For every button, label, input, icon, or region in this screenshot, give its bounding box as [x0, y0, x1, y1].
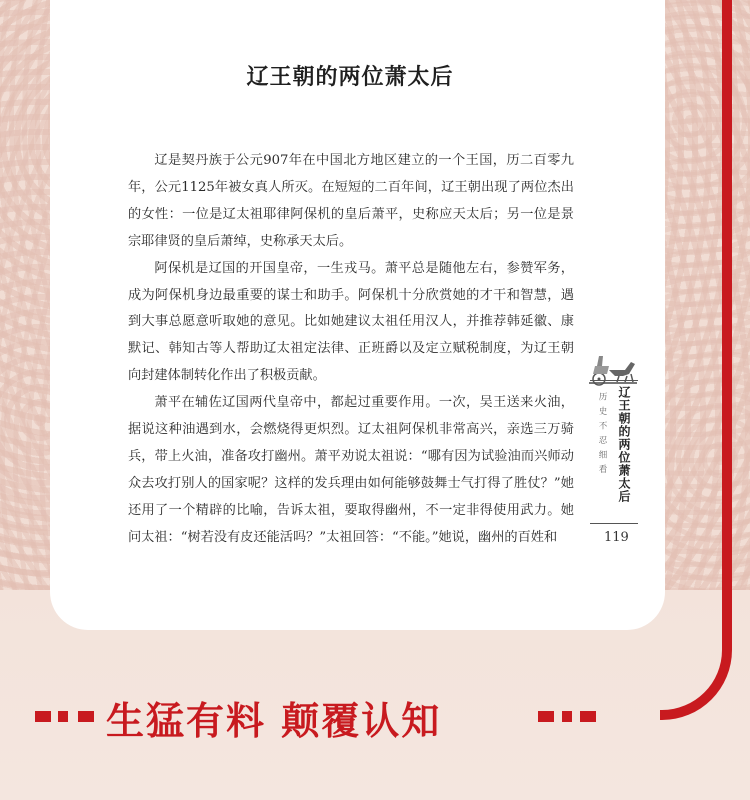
- chapter-title-vertical: 辽王朝的两位萧太后: [617, 386, 631, 503]
- paragraph-1: 辽是契丹族于公元907年在中国北方地区建立的一个王国，历二百零九年，公元1125年被女真人所灭。在短短的二百年间，辽王朝出现了两位杰出的女性：一位是辽太祖耶律阿保机的皇后萧平，史称应天太后；另一位是景宗耶律贤的皇后萧绰，史称承天太后。: [128, 153, 574, 249]
- slogan-banner: 生猛有料 颠覆认知: [106, 699, 442, 743]
- page-title: 辽王朝的两位萧太后: [246, 64, 454, 90]
- series-title: 历史不忍细看: [597, 392, 607, 479]
- page-number: 119: [604, 530, 629, 545]
- paragraph-3: 萧平在辅佐辽国两代皇帝中，都起过重要作用。一次，吴王送来火油，据说这种油遇到水，会燃烧得更炽烈。辽太祖阿保机非常高兴，亲选三万骑兵，带上火油，准备攻打幽州。萧平劝说太祖说：“哪有因为试验油而兴师动众去攻打别人的国家呢？这样的发兵理由如何能够鼓舞士气打得了胜仗？”她还用了一个精辟的比喻，告诉太祖，要取得幽州，不一定非得使用武力。她问太祖：“树若没有皮还能活吗？”太祖回答：“不能。”她说，幽州的百姓和: [128, 395, 574, 545]
- body-text: [128, 148, 574, 552]
- paragraph-2: 阿保机是辽国的开国皇帝，一生戎马。萧平总是随他左右，参赞军务，成为阿保机身边最重要的谋士和助手。阿保机十分欣赏她的才干和智慧，遇到大事总愿意听取她的意见。比如她建议太祖任用汉人，并推荐韩延徽、康默记、韩知古等人帮助辽太祖定法律、正班爵以及定立赋税制度，为辽王朝向封建体制转化作出了积极贡献。: [128, 260, 574, 384]
- red-frame-line: [660, 0, 732, 720]
